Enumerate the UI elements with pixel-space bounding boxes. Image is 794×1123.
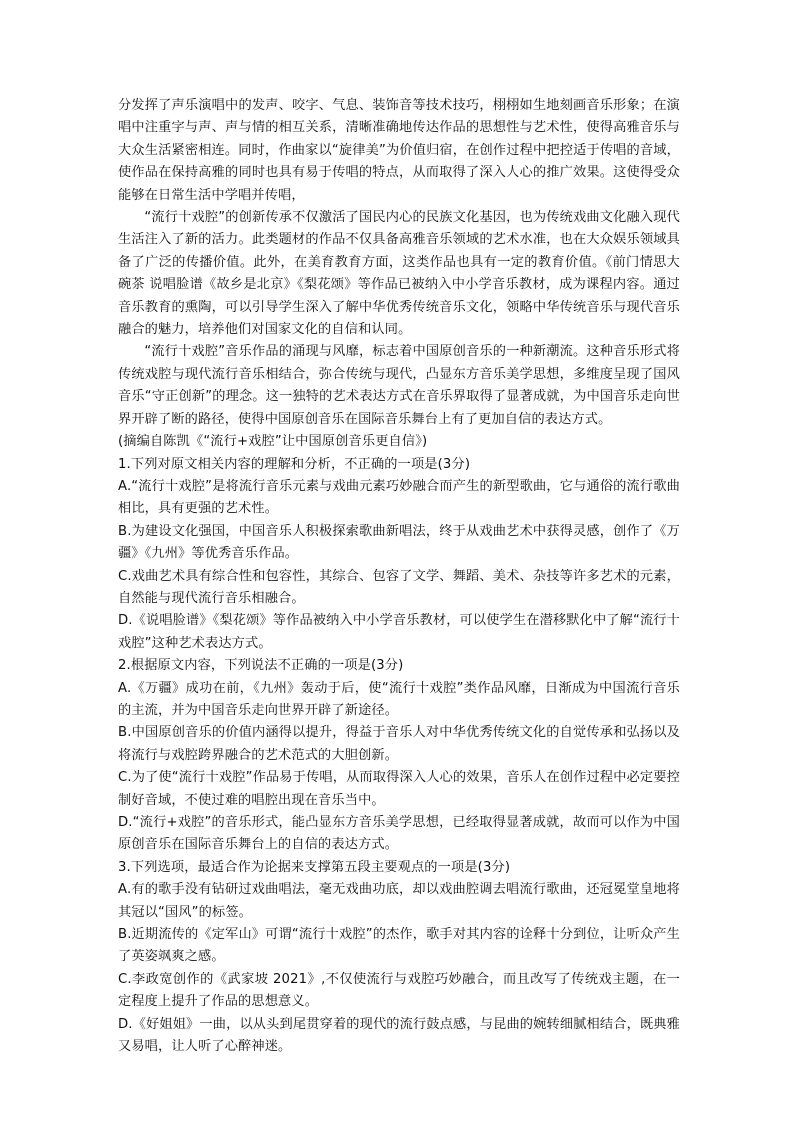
article-paragraph-1: 分发挥了声乐演唱中的发声、咬字、气息、装饰音等技术技巧，栩栩如生地刻画音乐形象；在演唱中注重字与声、声与情的相互关系，清晰准确地传达作品的思想性与艺术性，使得高雅音乐与大众生活紧密相连。同时，作曲家以“旋律美”为价值归宿，在创作过程中把控适于传唱的音域，使作品在保持高雅的同时也具有易于传唱的特点，从而取得了深入人心的推广效果。这使得受众能够在日常生活中学唱并传唱， — [118, 98, 680, 203]
question-1 — [118, 454, 680, 656]
question-option-c: C.戏曲艺术具有综合性和包容性，其综合、包容了文学、舞蹈、美术、杂技等许多艺术的元素，自然能与现代流行音乐相融合。 — [118, 568, 680, 606]
question-title: 3.下列选项，最适合作为论据来支撑第五段主要观点的一项是(3分) — [118, 859, 511, 875]
question-option-a: A.有的歌手没有钻研过戏曲唱法，毫无戏曲功底，却以戏曲腔调去唱流行歌曲，还冠冕堂皇地将其冠以“国风”的标签。 — [118, 882, 680, 920]
question-title: 1.下列对原文相关内容的理解和分析，不正确的一项是(3分) — [118, 456, 471, 472]
question-option-d: D.“流行+戏腔”的音乐形式，能凸显东方音乐美学思想，已经取得显著成就，故而可以作为中国原创音乐在国际音乐舞台上的自信的表达方式。 — [118, 815, 680, 853]
question-3 — [118, 857, 680, 1059]
article-source: (摘编自陈凯《“流行+戏腔”让中国原创音乐更自信》) — [118, 434, 428, 450]
document-page — [118, 95, 680, 1058]
question-option-c: C.为了使“流行十戏腔”作品易于传唱，从而取得深入人心的效果，音乐人在创作过程中必定要控制好音域，不使过难的唱腔出现在音乐当中。 — [118, 770, 680, 808]
question-option-b: B.为建设文化强国，中国音乐人积极探索歌曲新唱法，终于从戏曲艺术中获得灵感，创作了《万疆》《九州》等优秀音乐作品。 — [118, 523, 680, 562]
question-option-d: D.《好姐姐》一曲，以从头到尾贯穿着的现代的流行鼓点感，与昆曲的婉转细腻相结合，既典雅又易唱，让人听了心醉神迷。 — [118, 1016, 680, 1055]
question-option-b: B.中国原创音乐的价值内涵得以提升，得益于音乐人对中华优秀传统文化的自觉传承和弘扬以及将流行与戏腔跨界融合的艺术范式的大胆创新。 — [118, 725, 680, 763]
question-2 — [118, 655, 680, 857]
article-paragraph-2: “流行十戏腔”的创新传承不仅激活了国民内心的民族文化基因，也为传统戏曲文化融入现代生活注入了新的活力。此类题材的作品不仅具备高雅音乐领域的艺术水准，也在大众娱乐领域具备了广泛的传播价值。此外，在美育教育方面，这类作品也具有一定的教育价值。《前门情思大碗茶 说唱脸谱《故乡是北京》《梨花颂》等作品已被纳入中小学音乐教材，成为课程内容。通过音乐教育的熏陶，可以引导学生深入了解中华优秀传统音乐文化，领略中华传统音乐与现代音乐融合的魅力，培养他们对国家文化的自信和认同。 — [118, 210, 680, 338]
question-option-a: A.“流行十戏腔”是将流行音乐元素与戏曲元素巧妙融合而产生的新型歌曲，它与通俗的流行歌曲相比，具有更强的艺术性。 — [118, 478, 680, 517]
question-option-a: A.《万疆》成功在前，《九州》轰动于后，使“流行十戏腔”类作品风靡，日渐成为中国流行音乐的主流，并为中国音乐走向世界开辟了新途径。 — [118, 680, 680, 718]
question-title: 2.根据原文内容，下列说法不正确的一项是(3分) — [118, 658, 404, 674]
question-option-b: B.近期流传的《定军山》可谓“流行十戏腔”的杰作，歌手对其内容的诠释十分到位，让听众产生了英姿飒爽之感。 — [118, 927, 680, 965]
article-paragraph-3: “流行十戏腔”音乐作品的涌现与风靡，标志着中国原创音乐的一种新潮流。这种音乐形式将传统戏腔与现代流行音乐相结合，弥合传统与现代，凸显东方音乐美学思想，多维度呈现了国风音乐“守正创新”的理念。这一独特的艺术表达方式在音乐界取得了显著成就，为中国音乐走向世界开辟了断的路径，使得中国原创音乐在国际音乐舞台上有了更加自信的表达方式。 — [118, 344, 680, 427]
question-option-c: C.李政宽创作的《武家坡 2021》,不仅使流行与戏腔巧妙融合，而且改写了传统戏主题，在一定程度上提升了作品的思想意义。 — [118, 971, 680, 1010]
question-option-d: D.《说唱脸谱》《梨花颂》等作品被纳入中小学音乐教材，可以使学生在潜移默化中了解“流行十戏腔”这种艺术表达方式。 — [118, 613, 680, 651]
